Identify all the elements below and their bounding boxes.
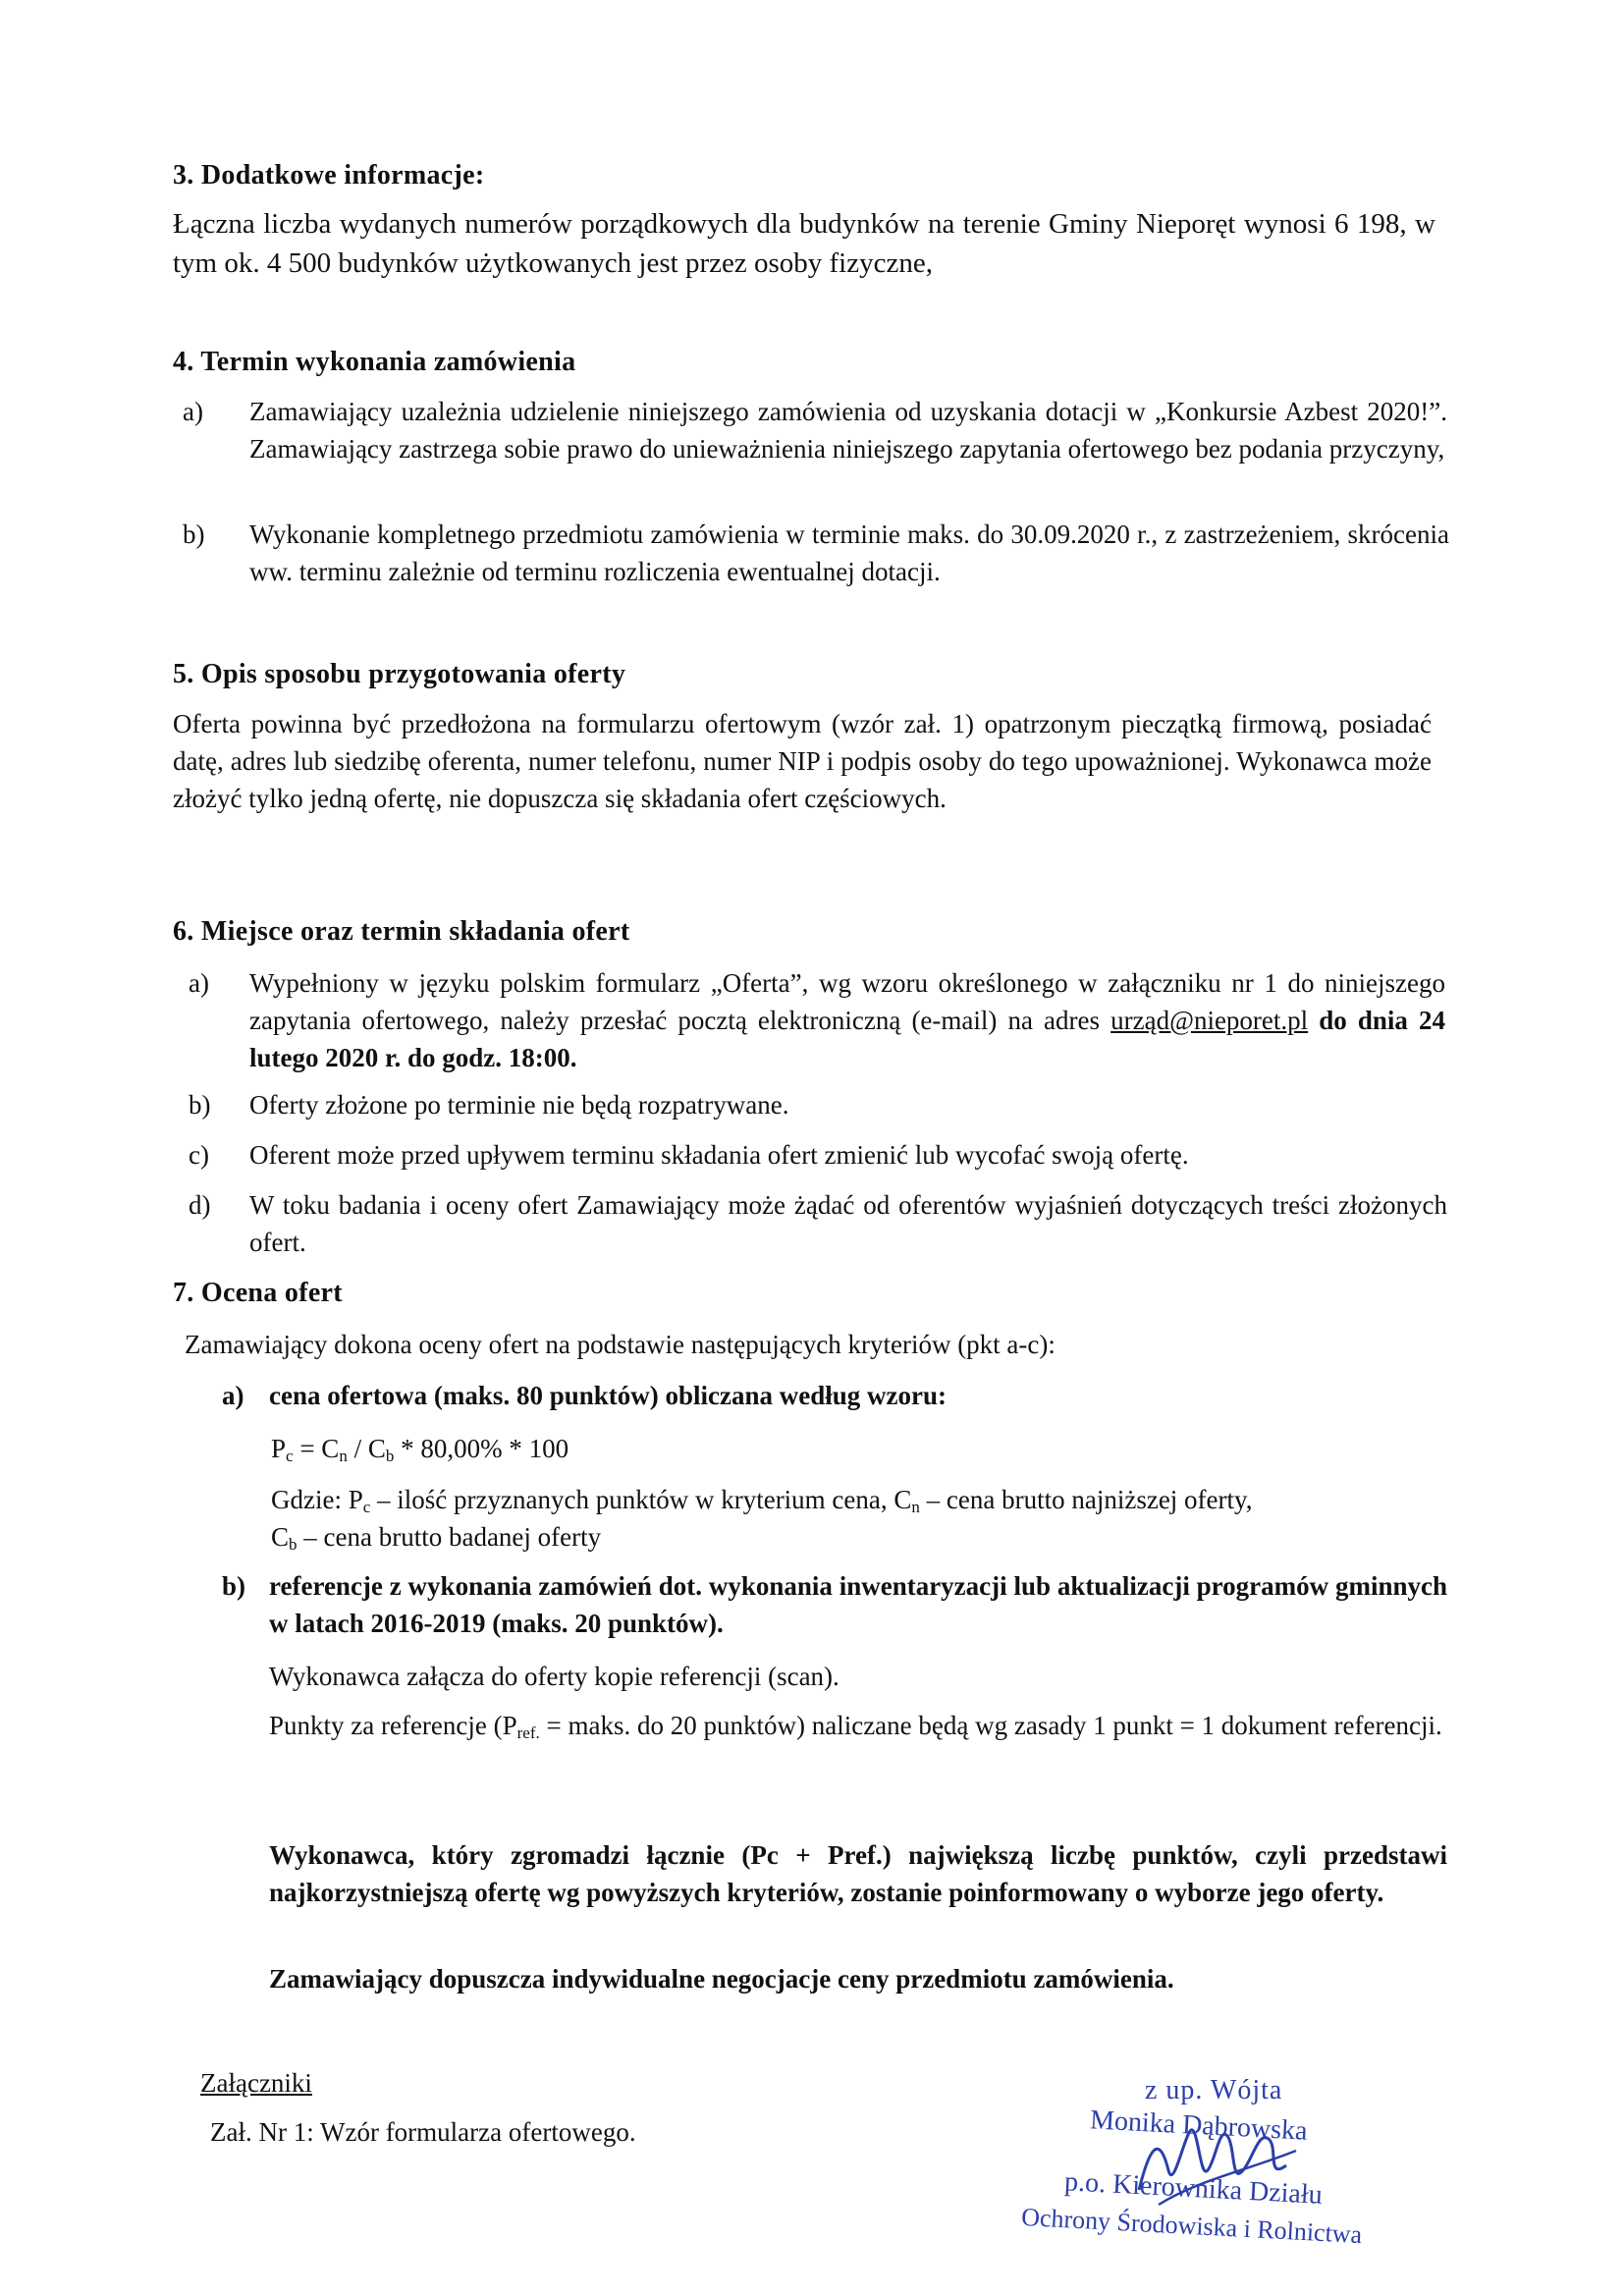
formula-sub-b: b	[385, 1447, 395, 1465]
deadline-text: do dnia 24 lutego 2020 r. do godz. 18:00.	[249, 1006, 1445, 1072]
section-4-b-label: b)	[183, 519, 205, 549]
stamp-line-3: p.o. Kierownika Działu	[1063, 2166, 1324, 2211]
price-formula	[271, 1430, 568, 1467]
section-7-a-label: a)	[222, 1381, 244, 1410]
section-7-b-label: b)	[222, 1571, 246, 1601]
legend-part: – ilość przyznanych punktów w kryterium cena, C	[370, 1485, 912, 1514]
section-6-d-text: W toku badania i oceny ofert Zamawiający może żądać od oferentów wyjaśnień dotyczących treści złożonych ofert.	[249, 1190, 1447, 1257]
email-link[interactable]: urząd@nieporet.pl	[1110, 1006, 1309, 1035]
legend-sub-n: n	[911, 1498, 920, 1516]
references-part: Punkty za referencje (P	[269, 1711, 517, 1740]
formula-legend	[271, 1481, 1449, 1556]
section-6-c-label: c)	[189, 1140, 209, 1170]
section-4-heading: 4. Termin wykonania zamówienia	[173, 347, 576, 377]
section-4-b-text: Wykonanie kompletnego przedmiotu zamówienia w terminie maks. do 30.09.2020 r., z zastrzeżeniem, skrócenia ww. terminu zależnie od terminu rozliczenia ewentualnej dotacji.	[249, 519, 1449, 586]
formula-rest: * 80,00% * 100	[394, 1434, 569, 1463]
section-7-heading: 7. Ocena ofert	[173, 1278, 343, 1308]
formula-p: P	[271, 1434, 287, 1463]
formula-sub-n: n	[339, 1447, 348, 1465]
formula-div: / C	[347, 1434, 386, 1463]
section-3-heading: 3. Dodatkowe informacje:	[173, 160, 485, 191]
section-6-d-label: d)	[189, 1190, 211, 1220]
winner-note: Wykonawca, który zgromadzi łącznie (Pc + Pref.) największą liczbę punktów, czyli przedstawi najkorzystniejszą ofertę wg powyższych kryteriów, zostanie poinformowany o wyborze jego oferty.	[269, 1840, 1447, 1907]
section-3-text: Łączna liczba wydanych numerów porządkowych dla budynków na terenie Gminy Nieporęt wynosi 6 198, w tym ok. 4 500 budynków użytkowanych jest przez osoby fizyczne,	[173, 208, 1435, 279]
section-7-a-title: cena ofertowa (maks. 80 punktów) obliczana według wzoru:	[269, 1381, 947, 1410]
section-5-heading: 5. Opis sposobu przygotowania oferty	[173, 659, 626, 689]
stamp-line-4: Ochrony Środowiska i Rolnictwa	[1020, 2202, 1363, 2250]
legend-part: Gdzie: P	[271, 1485, 363, 1514]
section-7-intro: Zamawiający dokona oceny ofert na podstawie następujących kryteriów (pkt a-c):	[185, 1330, 1056, 1359]
section-7-b-title: referencje z wykonania zamówień dot. wykonania inwentaryzacji lub aktualizacji programów gminnych w latach 2016-2019 (maks. 20 punktów).	[269, 1571, 1447, 1638]
section-6-b-label: b)	[189, 1090, 211, 1120]
section-6-a-text	[249, 964, 1445, 1076]
section-4-a-label: a)	[183, 397, 203, 426]
stamp-line-2: Monika Dąbrowska	[1089, 2105, 1309, 2147]
legend-part: – cena brutto najniższej oferty,	[919, 1485, 1253, 1514]
attachment-item: Zał. Nr 1: Wzór formularza ofertowego.	[210, 2117, 636, 2147]
references-sub: ref.	[516, 1723, 540, 1742]
legend-sub-c: c	[362, 1498, 371, 1516]
section-4-a-text: Zamawiający uzależnia udzielenie niniejszego zamówienia od uzyskania dotacji w „Konkursie Azbest 2020!”. Zamawiający zastrzega sobie prawo do unieważnienia niniejszego zapytania ofertowego bez podania przyczyny,	[249, 397, 1447, 464]
negotiation-note: Zamawiający dopuszcza indywidualne negocjacje ceny przedmiotu zamówienia.	[269, 1964, 1174, 1994]
formula-eq: = C	[293, 1434, 340, 1463]
attachments-title: Załączniki	[200, 2068, 312, 2098]
legend-part: – cena brutto badanej oferty	[297, 1522, 602, 1552]
formula-sub-c: c	[286, 1447, 294, 1465]
section-6-c-text: Oferent może przed upływem terminu składania ofert zmienić lub wycofać swoją ofertę.	[249, 1140, 1189, 1170]
official-stamp	[1021, 2072, 1453, 2259]
signature-icon	[1129, 2111, 1306, 2219]
legend-part: C	[271, 1522, 290, 1552]
section-6-heading: 6. Miejsce oraz termin składania ofert	[173, 916, 630, 947]
section-6-a-label: a)	[189, 968, 209, 998]
section-6-a-body: Wypełniony w języku polskim formularz „Oferta”, wg wzoru określonego w załączniku nr 1 do niniejszego zapytania ofertowego, należy przesłać pocztą elektroniczną (e-mail) na adres	[249, 968, 1445, 1035]
section-5-text: Oferta powinna być przedłożona na formularzu ofertowym (wzór zał. 1) opatrzonym pieczątką firmową, posiadać datę, adres lub siedzibę oferenta, numer telefonu, numer NIP i podpis osoby do tego upoważnionej. Wykonawca może złożyć tylko jedną ofertę, nie dopuszcza się składania ofert częściowych.	[173, 709, 1432, 813]
section-6-b-text: Oferty złożone po terminie nie będą rozpatrywane.	[249, 1090, 789, 1120]
section-7-b-references	[269, 1707, 1447, 1744]
section-7-b-scan: Wykonawca załącza do oferty kopie referencji (scan).	[269, 1662, 839, 1691]
stamp-line-1: z up. Wójta	[1145, 2075, 1283, 2105]
legend-sub-b: b	[289, 1535, 298, 1554]
references-part: = maks. do 20 punktów) naliczane będą wg zasady 1 punkt = 1 dokument referencji.	[539, 1711, 1442, 1740]
